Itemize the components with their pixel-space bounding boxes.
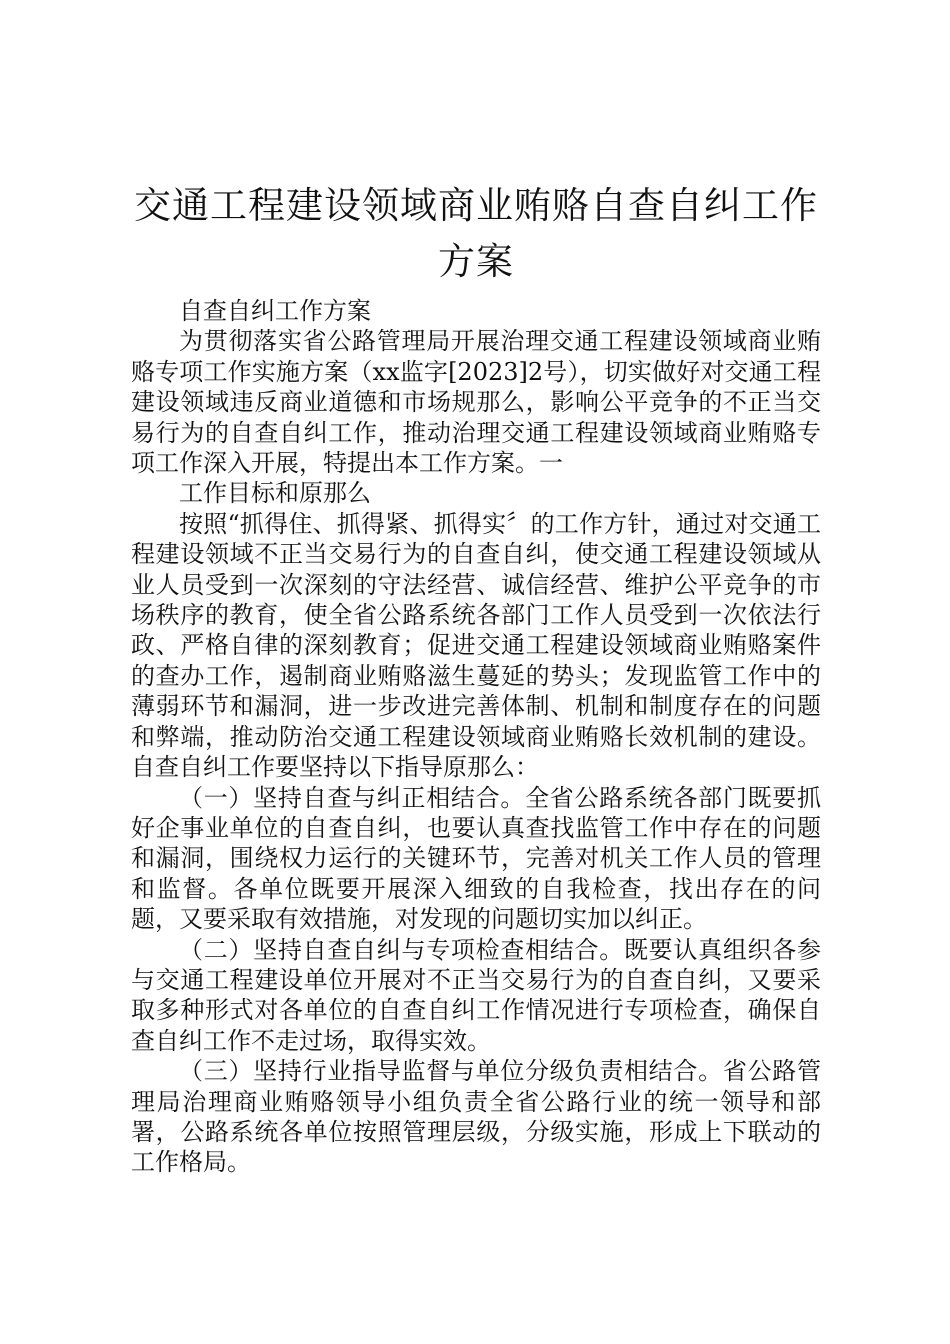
intro-paragraph: 为贯彻落实省公路管理局开展治理交通工程建设领域商业贿赂专项工作实施方案（xx监字[2023]2号），切实做好对交通工程建设领域违反商业道德和市场规那么，影响公平竞争的不正当交易行为的自查自纠工作，推动治理交通工程建设领域商业贿赂专项工作深入开展，特提出本工作方案。一 (131, 327, 821, 478)
principle-2-paragraph: （二）坚持自查自纠与专项检查相结合。既要认真组织各参与交通工程建设单位开展对不正当交易行为的自查自纠，又要采取多种形式对各单位的自查自纠工作情况进行专项检查，确保自查自纠工作不走过场，取得实效。 (131, 935, 821, 1055)
section-heading: 工作目标和原那么 (179, 479, 371, 508)
section-body-paragraph: 按照“抓得住、抓得紧、抓得实〞的工作方针，通过对交通工程建设领域不正当交易行为的自查自纠，使交通工程建设领域从业人员受到一次深刻的守法经营、诚信经营、维护公平竞争的市场秩序的教育，使全省公路系统各部门工作人员受到一次依法行政、严格自律的深刻教育；促进交通工程建设领域商业贿赂案件的查办工作，遏制商业贿赂滋生蔓延的势头；发现监管工作中的薄弱环节和漏洞，进一步改进完善体制、机制和制度存在的问题和弊端，推动防治交通工程建设领域商业贿赂长效机制的建设。自查自纠工作要坚持以下指导原那么： (131, 509, 821, 782)
principle-1-paragraph: （一）坚持自查与纠正相结合。全省公路系统各部门既要抓好企事业单位的自查自纠，也要认真查找监管工作中存在的问题和漏洞，围绕权力运行的关键环节，完善对机关工作人员的管理和监督。各单位既要开展深入细致的自我检查，找出存在的问题，又要采取有效措施，对发现的问题切实加以纠正。 (131, 783, 821, 934)
subtitle: 自查自纠工作方案 (179, 297, 371, 325)
principle-3-paragraph: （三）坚持行业指导监督与单位分级负责相结合。省公路管理局治理商业贿赂领导小组负责全省公路行业的统一领导和部署，公路系统各单位按照管理层级，分级实施，形成上下联动的工作格局。 (131, 1057, 821, 1177)
document-title: 交通工程建设领域商业贿赂自查自纠工作方案 (134, 184, 818, 283)
document-body (131, 296, 821, 1178)
